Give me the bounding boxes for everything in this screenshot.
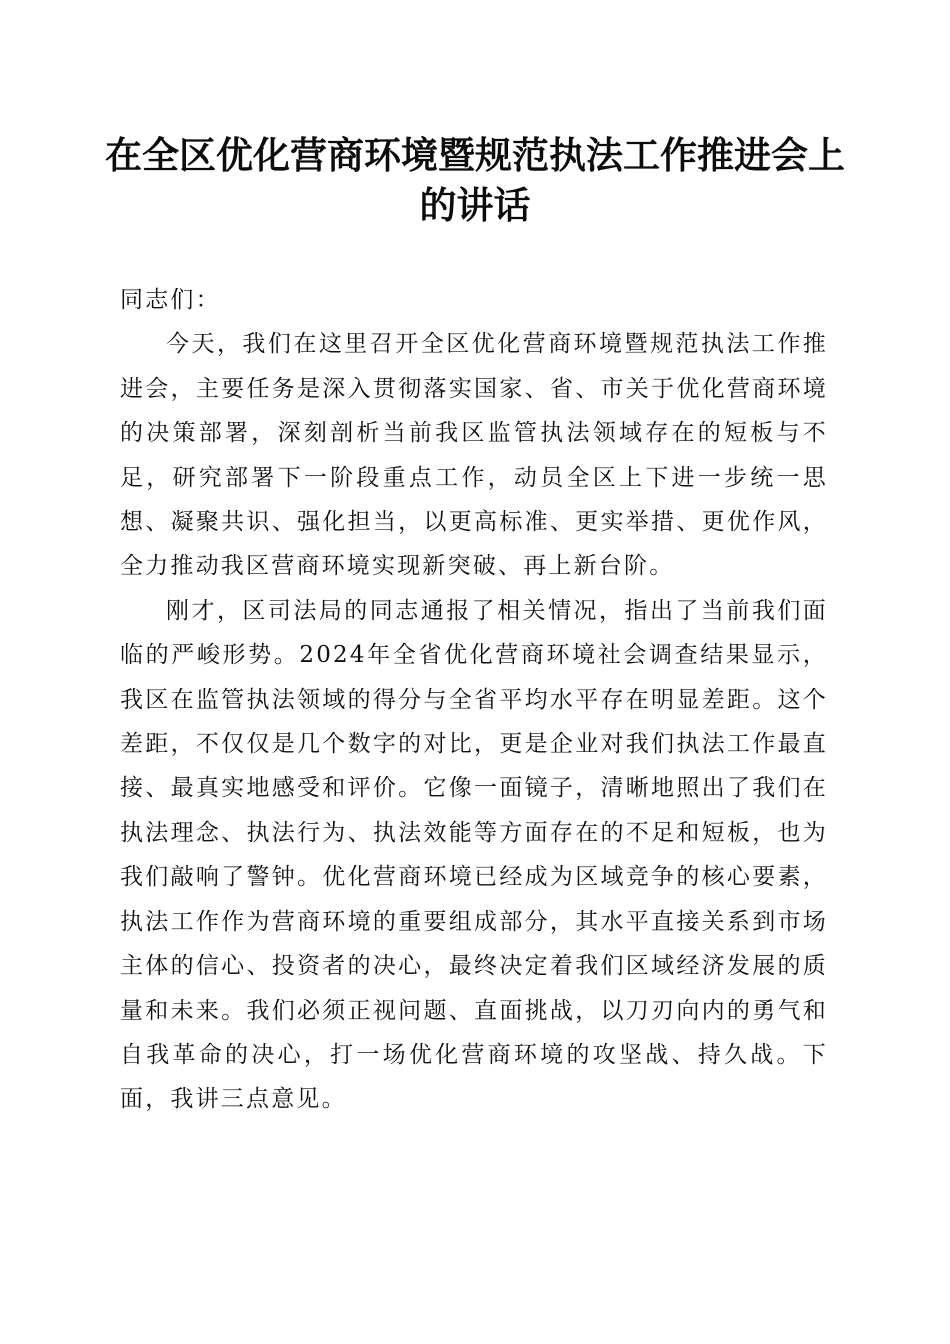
salutation: 同志们：: [120, 287, 221, 313]
paragraph-opening: 今天，我们在这里召开全区优化营商环境暨规范执法工作推进会，主要任务是深入贯彻落实国家、省、市关于优化营商环境的决策部署，深刻剖析当前我区监管执法领域存在的短板与不足，研究部署下一阶段重点工作，动员全区上下进一步统一思想、凝聚共识、强化担当，以更高标准、更实举措、更优作风，全力推动我区营商环境实现新突破、再上新台阶。: [120, 331, 828, 580]
title-line-1: 在全区优化营商环境暨规范执法工作推进会上: [105, 133, 845, 177]
speech-body: [120, 278, 828, 1122]
paragraph-situation: 刚才，区司法局的同志通报了相关情况，指出了当前我们面临的严峻形势。2024年全省优化营商环境社会调查结果显示，我区在监管执法领域的得分与全省平均水平存在明显差距。这个差距，不仅仅是几个数字的对比，更是企业对我们执法工作最直接、最真实地感受和评价。它像一面镜子，清晰地照出了我们在执法理念、执法行为、执法效能等方面存在的不足和短板，也为我们敲响了警钟。优化营商环境已经成为区域竞争的核心要素，执法工作作为营商环境的重要组成部分，其水平直接关系到市场主体的信心、投资者的决心，最终决定着我们区域经济发展的质量和未来。我们必须正视问题、直面挑战，以刀刃向内的勇气和自我革命的决心，打一场优化营商环境的攻坚战、持久战。下面，我讲三点意见。: [120, 597, 828, 1113]
title-line-2: 的讲话: [419, 183, 531, 227]
document-title: [100, 130, 850, 230]
